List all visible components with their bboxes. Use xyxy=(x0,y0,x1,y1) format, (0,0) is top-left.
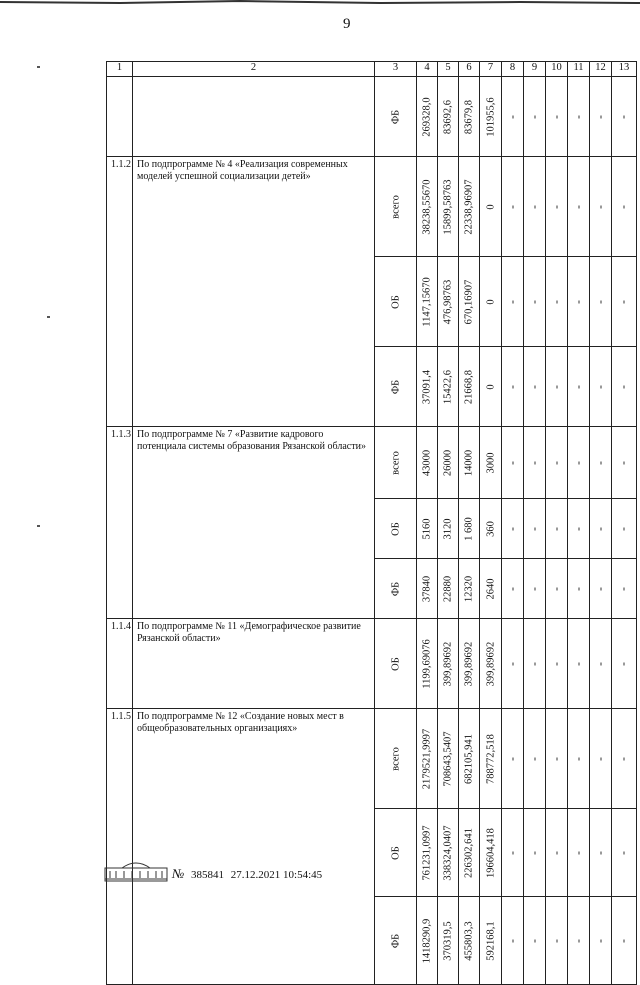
value-cell-text: 1418290,9 xyxy=(421,918,433,963)
source-cell xyxy=(375,897,417,985)
value-cell-text: 476,98763 xyxy=(442,279,454,324)
empty-cell xyxy=(590,257,612,347)
value-cell xyxy=(480,559,502,619)
empty-cell xyxy=(502,619,524,709)
empty-cell xyxy=(612,499,637,559)
dash-mark xyxy=(534,115,535,118)
value-cell xyxy=(480,347,502,427)
dash-mark xyxy=(624,587,625,590)
value-cell-text: 3000 xyxy=(485,452,496,473)
dash-mark xyxy=(512,385,513,388)
empty-cell xyxy=(568,559,590,619)
source-cell xyxy=(375,427,417,499)
header-cell: 10 xyxy=(546,62,568,77)
dash-mark xyxy=(600,461,601,464)
header-cell: 4 xyxy=(417,62,438,77)
source-cell xyxy=(375,347,417,427)
value-cell xyxy=(438,257,459,347)
empty-cell xyxy=(612,77,637,157)
header-row xyxy=(107,62,637,77)
empty-cell xyxy=(568,809,590,897)
value-cell xyxy=(438,809,459,897)
dash-mark xyxy=(512,300,513,303)
empty-cell xyxy=(568,427,590,499)
value-cell xyxy=(480,427,502,499)
dash-mark xyxy=(534,587,535,590)
dash-mark xyxy=(512,205,513,208)
value-cell xyxy=(459,559,480,619)
value-cell xyxy=(438,559,459,619)
value-cell-text: 592168,1 xyxy=(485,920,496,961)
dash-mark xyxy=(556,527,557,530)
dash-mark xyxy=(624,851,625,854)
number-sign: № xyxy=(172,866,185,881)
value-cell-text: 15422,6 xyxy=(442,369,454,404)
dash-mark xyxy=(600,115,601,118)
value-cell xyxy=(417,347,438,427)
value-cell-text: 761231,0997 xyxy=(421,824,433,881)
value-cell xyxy=(480,157,502,257)
empty-cell xyxy=(502,347,524,427)
empty-cell xyxy=(524,709,546,809)
dash-mark xyxy=(512,939,513,942)
value-cell xyxy=(417,427,438,499)
dash-mark xyxy=(600,851,601,854)
value-cell-text: 2640 xyxy=(485,578,496,599)
empty-cell xyxy=(590,709,612,809)
section-code: 1.1.2 xyxy=(107,157,133,427)
value-cell-text: 370319,5 xyxy=(442,920,454,961)
scan-top-edge xyxy=(0,0,640,6)
value-cell-text: 670,16907 xyxy=(463,279,475,324)
dash-mark xyxy=(600,587,601,590)
dash-mark xyxy=(512,587,513,590)
header-cell: 12 xyxy=(590,62,612,77)
value-cell xyxy=(417,559,438,619)
value-cell xyxy=(459,77,480,157)
value-cell-text: 226302,641 xyxy=(463,827,475,878)
empty-cell xyxy=(546,157,568,257)
code-cell xyxy=(107,77,133,157)
dash-mark xyxy=(578,851,579,854)
section-name: По подпрограмме № 11 «Демографическое развитие Рязанской области» xyxy=(133,619,375,709)
value-cell xyxy=(459,809,480,897)
section-name: По подпрограмме № 4 «Реализация современных моделей успешной социализации детей» xyxy=(133,157,375,427)
value-cell-text: 196604,418 xyxy=(485,827,496,878)
source-cell-text: ФБ xyxy=(390,379,401,394)
dash-mark xyxy=(600,300,601,303)
source-cell xyxy=(375,257,417,347)
empty-cell xyxy=(590,499,612,559)
dash-mark xyxy=(512,662,513,665)
value-cell xyxy=(438,619,459,709)
empty-cell xyxy=(590,157,612,257)
source-cell xyxy=(375,499,417,559)
dash-mark xyxy=(578,939,579,942)
dash-mark xyxy=(556,461,557,464)
value-cell xyxy=(480,499,502,559)
dash-mark xyxy=(534,385,535,388)
value-cell-text: 0 xyxy=(485,383,496,390)
dash-mark xyxy=(600,527,601,530)
dash-mark xyxy=(624,115,625,118)
empty-cell xyxy=(612,809,637,897)
empty-cell xyxy=(546,77,568,157)
document-stamp-logo xyxy=(104,860,168,882)
value-cell xyxy=(480,257,502,347)
dash-mark xyxy=(534,662,535,665)
table-row xyxy=(107,157,637,257)
empty-cell xyxy=(546,257,568,347)
dash-mark xyxy=(578,662,579,665)
dash-mark xyxy=(578,461,579,464)
value-cell xyxy=(459,499,480,559)
header-cell: 8 xyxy=(502,62,524,77)
value-cell-text: 3120 xyxy=(442,518,454,539)
dash-mark xyxy=(512,461,513,464)
value-cell xyxy=(438,709,459,809)
dash-mark xyxy=(556,115,557,118)
empty-cell xyxy=(524,257,546,347)
value-cell xyxy=(438,347,459,427)
empty-cell xyxy=(590,619,612,709)
value-cell-text: 399,89692 xyxy=(463,641,475,686)
value-cell xyxy=(459,347,480,427)
empty-cell xyxy=(568,619,590,709)
scan-speck xyxy=(37,66,40,68)
value-cell xyxy=(438,77,459,157)
value-cell xyxy=(480,619,502,709)
value-cell-text: 338324,0407 xyxy=(442,824,454,881)
source-cell xyxy=(375,619,417,709)
dash-mark xyxy=(512,851,513,854)
section-name: По подпрограмме № 12 «Создание новых мест в общеобразовательных организациях» xyxy=(133,709,375,985)
value-cell-text: 1 680 xyxy=(463,516,475,541)
value-cell-text: 43000 xyxy=(421,449,433,476)
value-cell xyxy=(459,257,480,347)
source-cell xyxy=(375,77,417,157)
source-cell-text: ОБ xyxy=(390,521,401,536)
empty-cell xyxy=(612,709,637,809)
value-cell-text: 0 xyxy=(485,298,496,305)
dash-mark xyxy=(578,300,579,303)
source-cell-text: ОБ xyxy=(390,845,401,860)
value-cell-text: 1147,15670 xyxy=(421,276,433,327)
value-cell-text: 21668,8 xyxy=(463,369,475,404)
dash-mark xyxy=(600,757,601,760)
dash-mark xyxy=(556,757,557,760)
value-cell xyxy=(417,257,438,347)
table-row xyxy=(107,709,637,809)
source-cell-text: ФБ xyxy=(390,933,401,948)
value-cell-text: 1199,69076 xyxy=(421,638,433,689)
dash-mark xyxy=(512,757,513,760)
value-cell xyxy=(480,809,502,897)
value-cell-text: 5160 xyxy=(421,518,433,539)
value-cell xyxy=(459,427,480,499)
empty-cell xyxy=(524,347,546,427)
value-cell xyxy=(459,619,480,709)
empty-cell xyxy=(524,499,546,559)
empty-cell xyxy=(524,427,546,499)
value-cell-text: 399,89692 xyxy=(442,641,454,686)
empty-cell xyxy=(612,619,637,709)
value-cell xyxy=(480,709,502,809)
dash-mark xyxy=(624,527,625,530)
dash-mark xyxy=(556,300,557,303)
empty-cell xyxy=(590,559,612,619)
value-cell-text: 399,89692 xyxy=(485,641,496,686)
value-cell-text: 788772,518 xyxy=(485,733,496,784)
header-cell: 9 xyxy=(524,62,546,77)
value-cell xyxy=(480,897,502,985)
value-cell xyxy=(480,77,502,157)
dash-mark xyxy=(534,527,535,530)
value-cell-text: 682105,941 xyxy=(463,733,475,784)
dash-mark xyxy=(624,461,625,464)
empty-cell xyxy=(612,427,637,499)
value-cell xyxy=(417,499,438,559)
budget-table xyxy=(106,61,637,985)
dash-mark xyxy=(534,851,535,854)
doc-datetime: 27.12.2021 10:54:45 xyxy=(230,869,323,881)
source-cell-text: всего xyxy=(390,450,401,475)
empty-cell xyxy=(502,427,524,499)
empty-cell xyxy=(590,897,612,985)
empty-cell xyxy=(502,897,524,985)
table-row xyxy=(107,619,637,709)
source-cell-text: всего xyxy=(390,746,401,771)
value-cell-text: 2179521,9997 xyxy=(421,728,433,789)
empty-cell xyxy=(568,77,590,157)
header-cell: 3 xyxy=(375,62,417,77)
empty-cell xyxy=(590,347,612,427)
value-cell-text: 0 xyxy=(485,203,496,210)
value-cell-text: 14000 xyxy=(463,449,475,476)
value-cell-text: 101955,6 xyxy=(485,96,496,137)
value-cell-text: 83679,8 xyxy=(463,99,475,134)
header-cell: 2 xyxy=(133,62,375,77)
empty-cell xyxy=(524,809,546,897)
source-cell-text: ОБ xyxy=(390,656,401,671)
source-cell xyxy=(375,157,417,257)
value-cell xyxy=(438,499,459,559)
dash-mark xyxy=(534,757,535,760)
empty-cell xyxy=(590,427,612,499)
value-cell xyxy=(438,427,459,499)
dash-mark xyxy=(600,662,601,665)
dash-mark xyxy=(578,527,579,530)
footer-registration xyxy=(172,866,322,882)
source-cell-text: ОБ xyxy=(390,294,401,309)
empty-cell xyxy=(612,347,637,427)
empty-cell xyxy=(590,809,612,897)
section-code: 1.1.3 xyxy=(107,427,133,619)
value-cell-text: 12320 xyxy=(463,575,475,602)
value-cell-text: 37091,4 xyxy=(421,369,433,404)
value-cell xyxy=(459,897,480,985)
empty-cell xyxy=(502,809,524,897)
empty-cell xyxy=(568,897,590,985)
dash-mark xyxy=(556,662,557,665)
empty-cell xyxy=(612,559,637,619)
empty-cell xyxy=(502,499,524,559)
empty-cell xyxy=(546,809,568,897)
source-cell xyxy=(375,709,417,809)
value-cell xyxy=(417,157,438,257)
empty-cell xyxy=(502,559,524,619)
source-cell-text: всего xyxy=(390,194,401,219)
empty-cell xyxy=(546,559,568,619)
empty-cell xyxy=(524,157,546,257)
header-cell: 1 xyxy=(107,62,133,77)
value-cell xyxy=(438,157,459,257)
empty-cell xyxy=(502,77,524,157)
empty-cell xyxy=(546,619,568,709)
value-cell-text: 15899,58763 xyxy=(442,178,454,235)
value-cell xyxy=(417,809,438,897)
dash-mark xyxy=(534,205,535,208)
dash-mark xyxy=(556,205,557,208)
dash-mark xyxy=(624,939,625,942)
dash-mark xyxy=(534,939,535,942)
header-cell: 11 xyxy=(568,62,590,77)
empty-cell xyxy=(568,157,590,257)
value-cell xyxy=(417,619,438,709)
value-cell-text: 455803,3 xyxy=(463,920,475,961)
dash-mark xyxy=(556,851,557,854)
empty-cell xyxy=(612,157,637,257)
dash-mark xyxy=(624,385,625,388)
dash-mark xyxy=(534,461,535,464)
dash-mark xyxy=(624,757,625,760)
empty-cell xyxy=(524,77,546,157)
empty-cell xyxy=(612,257,637,347)
header-cell: 5 xyxy=(438,62,459,77)
empty-cell xyxy=(524,619,546,709)
empty-cell xyxy=(546,709,568,809)
value-cell xyxy=(459,157,480,257)
value-cell xyxy=(417,709,438,809)
value-cell-text: 708643,5407 xyxy=(442,730,454,787)
dash-mark xyxy=(512,115,513,118)
table-row xyxy=(107,427,637,499)
dash-mark xyxy=(624,662,625,665)
header-cell: 6 xyxy=(459,62,480,77)
header-cell: 7 xyxy=(480,62,502,77)
source-cell xyxy=(375,809,417,897)
value-cell-text: 37840 xyxy=(421,575,433,602)
empty-cell xyxy=(546,347,568,427)
dash-mark xyxy=(600,205,601,208)
value-cell-text: 360 xyxy=(485,520,496,537)
empty-cell xyxy=(546,499,568,559)
dash-mark xyxy=(624,205,625,208)
empty-cell xyxy=(612,897,637,985)
empty-cell xyxy=(568,257,590,347)
dash-mark xyxy=(578,385,579,388)
empty-cell xyxy=(568,499,590,559)
value-cell-text: 22880 xyxy=(442,575,454,602)
empty-cell xyxy=(502,257,524,347)
name-cell xyxy=(133,77,375,157)
empty-cell xyxy=(502,157,524,257)
page-number: 9 xyxy=(343,16,351,32)
header-cell: 13 xyxy=(612,62,637,77)
value-cell xyxy=(417,77,438,157)
value-cell-text: 26000 xyxy=(442,449,454,476)
value-cell xyxy=(417,897,438,985)
empty-cell xyxy=(546,897,568,985)
dash-mark xyxy=(578,587,579,590)
dash-mark xyxy=(578,757,579,760)
dash-mark xyxy=(578,205,579,208)
empty-cell xyxy=(568,709,590,809)
dash-mark xyxy=(600,385,601,388)
table-row xyxy=(107,77,637,157)
source-cell xyxy=(375,559,417,619)
empty-cell xyxy=(568,347,590,427)
dash-mark xyxy=(556,587,557,590)
dash-mark xyxy=(624,300,625,303)
source-cell-text: ФБ xyxy=(390,581,401,596)
scan-speck xyxy=(47,316,50,318)
empty-cell xyxy=(590,77,612,157)
empty-cell xyxy=(524,897,546,985)
value-cell xyxy=(459,709,480,809)
dash-mark xyxy=(556,939,557,942)
dash-mark xyxy=(512,527,513,530)
dash-mark xyxy=(578,115,579,118)
source-cell-text: ФБ xyxy=(390,109,401,124)
value-cell-text: 83692,6 xyxy=(442,99,454,134)
value-cell-text: 38238,55670 xyxy=(421,178,433,235)
dash-mark xyxy=(556,385,557,388)
value-cell-text: 22338,96907 xyxy=(463,178,475,235)
doc-number: 385841 xyxy=(191,869,225,881)
value-cell-text: 269328,0 xyxy=(421,96,433,137)
dash-mark xyxy=(534,300,535,303)
scan-speck xyxy=(37,525,40,527)
dash-mark xyxy=(600,939,601,942)
empty-cell xyxy=(546,427,568,499)
section-code: 1.1.5 xyxy=(107,709,133,985)
section-name: По подпрограмме № 7 «Развитие кадрового потенциала системы образования Рязанской области» xyxy=(133,427,375,619)
empty-cell xyxy=(502,709,524,809)
section-code: 1.1.4 xyxy=(107,619,133,709)
empty-cell xyxy=(524,559,546,619)
value-cell xyxy=(438,897,459,985)
